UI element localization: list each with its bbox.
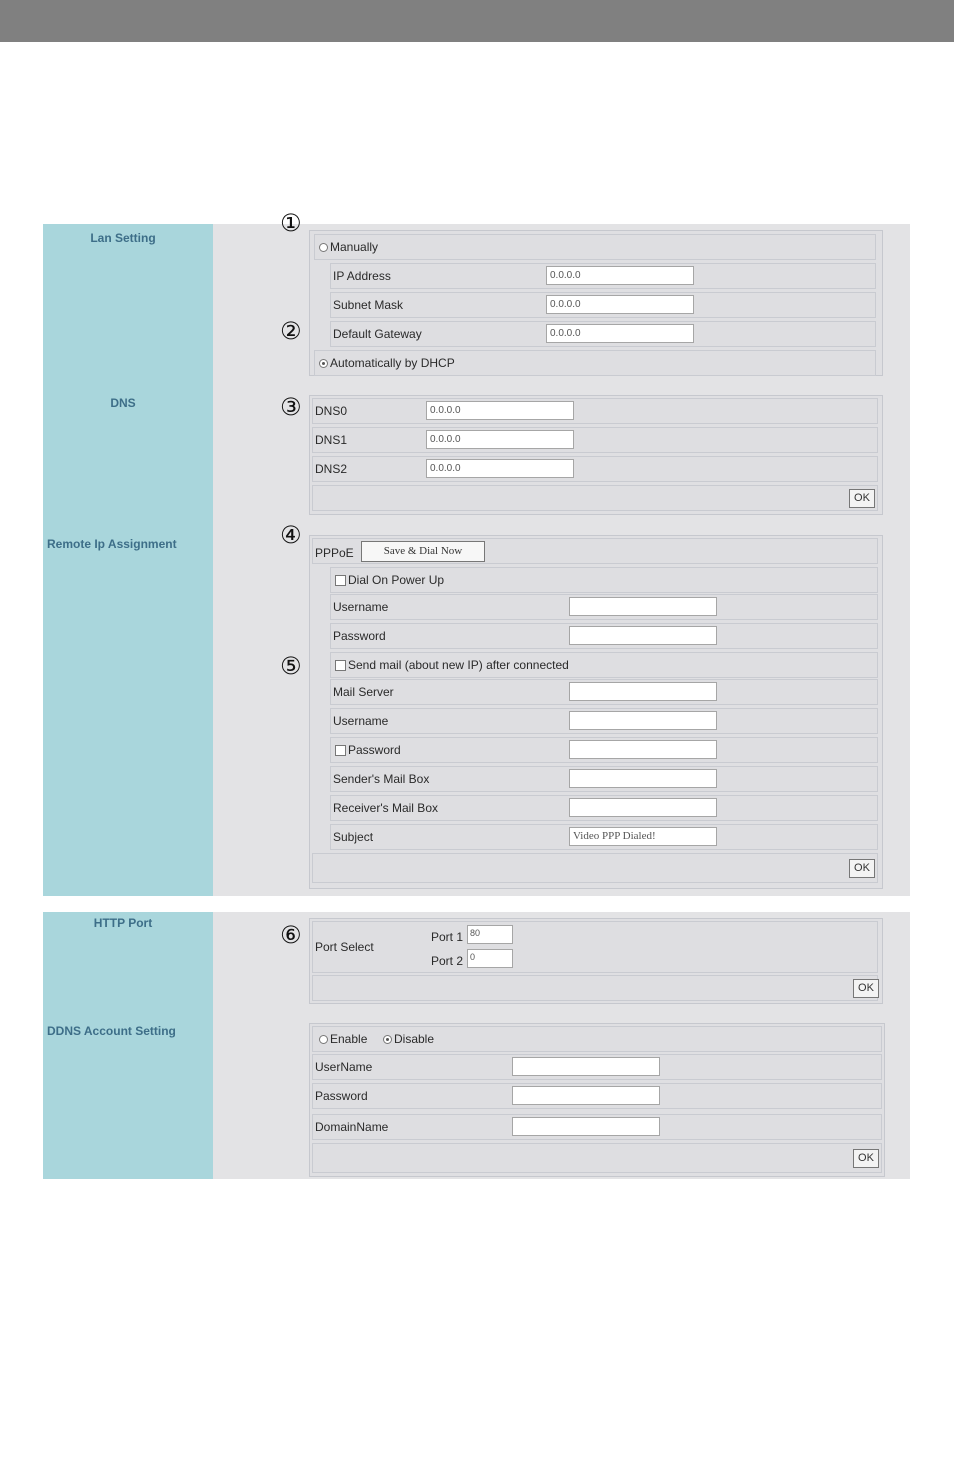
dns0-input[interactable]: 0.0.0.0 bbox=[426, 401, 574, 420]
sidebar-dns: DNS bbox=[110, 396, 136, 410]
ddns-password-row bbox=[312, 1083, 882, 1109]
username-label: Username bbox=[333, 600, 389, 614]
http-ok-button[interactable]: OK bbox=[853, 979, 879, 998]
dns2-input[interactable]: 0.0.0.0 bbox=[426, 459, 574, 478]
subject-label: Subject bbox=[333, 830, 374, 844]
ip-row bbox=[330, 263, 876, 289]
gateway-row bbox=[330, 321, 876, 347]
dns1-row bbox=[312, 427, 878, 453]
port-select-label: Port Select bbox=[315, 940, 374, 954]
port1-input[interactable]: 80 bbox=[467, 925, 513, 944]
lan-setting-panel bbox=[309, 230, 883, 376]
mail-server-label: Mail Server bbox=[333, 685, 394, 699]
ddns-domain-label: DomainName bbox=[315, 1120, 389, 1134]
marker-3: ③ bbox=[280, 393, 302, 421]
pppoe-ok-row bbox=[312, 853, 878, 883]
mail-username-row bbox=[330, 708, 878, 734]
sidebar-remote-ip: Remote Ip Assignment bbox=[47, 537, 177, 551]
sender-mailbox-input[interactable] bbox=[569, 769, 717, 788]
sidebar-ddns: DDNS Account Setting bbox=[47, 1024, 176, 1038]
default-gateway-input[interactable]: 0.0.0.0 bbox=[546, 324, 694, 343]
marker-5: ⑤ bbox=[280, 652, 302, 680]
ddns-domain-input[interactable] bbox=[512, 1117, 660, 1136]
sidebar bbox=[43, 224, 213, 896]
dns0-label: DNS0 bbox=[315, 404, 348, 418]
send-mail-row bbox=[330, 652, 878, 678]
top-header-bar bbox=[0, 0, 954, 42]
dns-ok-button[interactable]: OK bbox=[849, 489, 875, 508]
dial-on-power-option[interactable]: Dial On Power Up bbox=[335, 573, 444, 587]
send-mail-option[interactable]: Send mail (about new IP) after connected bbox=[335, 658, 569, 672]
port1-label: Port 1 bbox=[431, 930, 464, 944]
port2-input[interactable]: 0 bbox=[467, 949, 513, 968]
ddns-disable-option[interactable]: Disable bbox=[383, 1032, 434, 1046]
receiver-mailbox-input[interactable] bbox=[569, 798, 717, 817]
mail-password-input[interactable] bbox=[569, 740, 717, 759]
dns2-label: DNS2 bbox=[315, 462, 348, 476]
mail-password-row bbox=[330, 737, 878, 763]
pppoe-row bbox=[312, 538, 878, 564]
subnet-row bbox=[330, 292, 876, 318]
receiver-row bbox=[330, 795, 878, 821]
ddns-username-input[interactable] bbox=[512, 1057, 660, 1076]
ip-address-label: IP Address bbox=[333, 269, 391, 283]
mail-username-label: Username bbox=[333, 714, 389, 728]
dial-on-power-checkbox[interactable] bbox=[335, 575, 346, 586]
ddns-enable-option[interactable]: Enable bbox=[319, 1032, 367, 1046]
marker-2: ② bbox=[280, 317, 302, 345]
ddns-enable-radio[interactable] bbox=[319, 1035, 328, 1044]
subnet-mask-input[interactable]: 0.0.0.0 bbox=[546, 295, 694, 314]
subject-input[interactable]: Video PPP Dialed! bbox=[569, 827, 717, 846]
dhcp-option[interactable]: Automatically by DHCP bbox=[319, 356, 455, 370]
manually-radio[interactable] bbox=[319, 243, 328, 252]
pppoe-ok-button[interactable]: OK bbox=[849, 859, 875, 878]
ddns-enable-row bbox=[312, 1026, 882, 1052]
ip-address-input[interactable]: 0.0.0.0 bbox=[546, 266, 694, 285]
send-mail-checkbox[interactable] bbox=[335, 660, 346, 671]
subject-row bbox=[330, 824, 878, 850]
subnet-mask-label: Subnet Mask bbox=[333, 298, 404, 312]
port-ddns-block bbox=[43, 912, 910, 1179]
port2-label: Port 2 bbox=[431, 954, 464, 968]
ddns-username-label: UserName bbox=[315, 1060, 373, 1074]
dial-power-row bbox=[330, 567, 878, 593]
dns-panel bbox=[309, 395, 883, 515]
pppoe-panel bbox=[309, 535, 883, 889]
mail-username-input[interactable] bbox=[569, 711, 717, 730]
dhcp-radio[interactable] bbox=[319, 359, 328, 368]
mail-server-input[interactable] bbox=[569, 682, 717, 701]
port-select-row bbox=[312, 921, 878, 973]
password-row bbox=[330, 623, 878, 649]
manually-option[interactable]: Manually bbox=[319, 240, 378, 254]
receiver-mailbox-label: Receiver's Mail Box bbox=[333, 801, 438, 815]
manually-row bbox=[314, 234, 876, 260]
sidebar-lan-setting: Lan Setting bbox=[90, 231, 156, 245]
password-input[interactable] bbox=[569, 626, 717, 645]
mail-server-row bbox=[330, 679, 878, 705]
sender-row bbox=[330, 766, 878, 792]
sender-mailbox-label: Sender's Mail Box bbox=[333, 772, 430, 786]
dhcp-row bbox=[314, 350, 876, 376]
sidebar-lower bbox=[43, 912, 213, 1179]
dns2-row bbox=[312, 456, 878, 482]
http-port-panel bbox=[309, 918, 883, 1004]
marker-4: ④ bbox=[280, 521, 302, 549]
username-row bbox=[330, 594, 878, 620]
ddns-ok-row bbox=[312, 1143, 882, 1173]
save-dial-now-button[interactable]: Save & Dial Now bbox=[361, 541, 485, 562]
ddns-disable-radio[interactable] bbox=[383, 1035, 392, 1044]
marker-1: ① bbox=[280, 209, 302, 237]
ddns-password-input[interactable] bbox=[512, 1086, 660, 1105]
default-gateway-label: Default Gateway bbox=[333, 327, 422, 341]
http-ok-row bbox=[312, 975, 878, 1001]
username-input[interactable] bbox=[569, 597, 717, 616]
sidebar-http-port: HTTP Port bbox=[93, 916, 153, 930]
ddns-domain-row bbox=[312, 1114, 882, 1140]
dns-ok-row bbox=[312, 485, 878, 511]
mail-password-option[interactable]: Password bbox=[335, 743, 401, 757]
ddns-password-label: Password bbox=[315, 1089, 368, 1103]
ddns-panel bbox=[309, 1023, 885, 1177]
dns1-label: DNS1 bbox=[315, 433, 348, 447]
network-settings-block bbox=[43, 224, 910, 896]
ddns-username-row bbox=[312, 1054, 882, 1080]
dns0-row bbox=[312, 398, 878, 424]
ddns-ok-button[interactable]: OK bbox=[853, 1149, 879, 1168]
pppoe-label: PPPoE bbox=[315, 546, 354, 560]
password-label: Password bbox=[333, 629, 386, 643]
mail-password-checkbox[interactable] bbox=[335, 745, 346, 756]
marker-6: ⑥ bbox=[280, 921, 302, 949]
dns1-input[interactable]: 0.0.0.0 bbox=[426, 430, 574, 449]
